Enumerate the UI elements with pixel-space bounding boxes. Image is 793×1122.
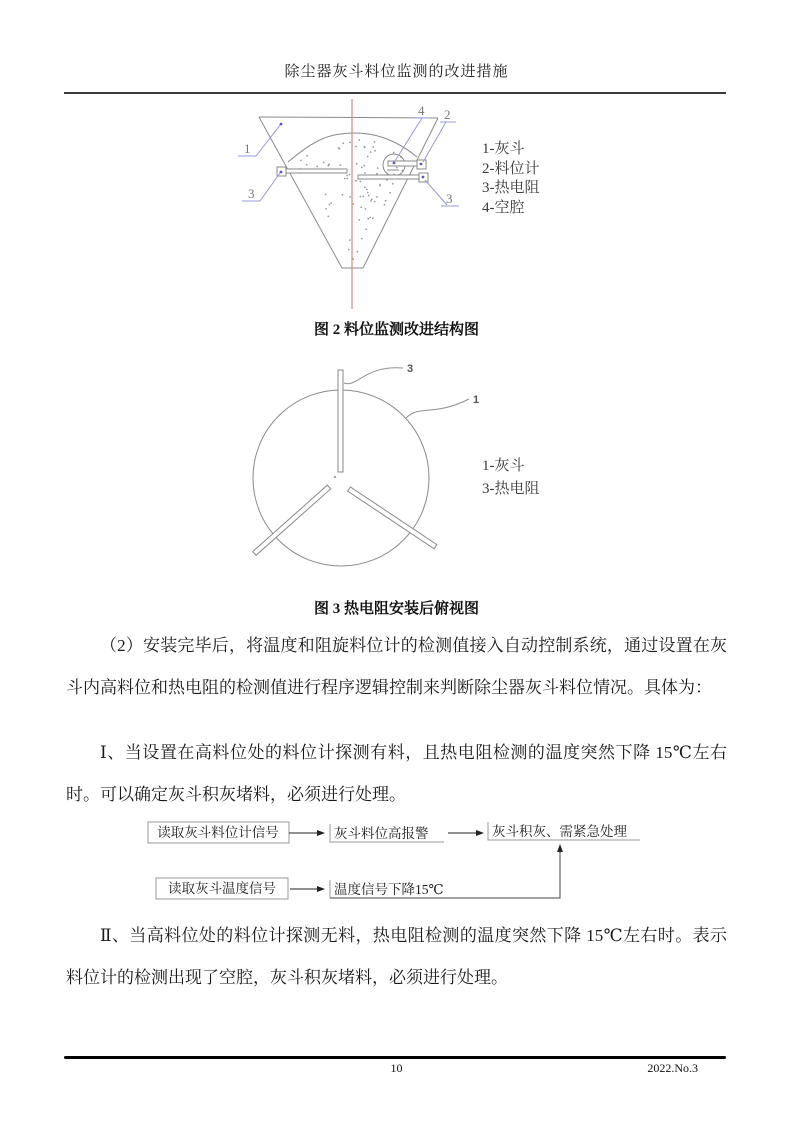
figure3-caption: 图 3 热电阻安装后俯视图: [313, 601, 479, 617]
figure2-hopper-diagram: [228, 95, 498, 320]
top-thermocouple-rod: [338, 370, 343, 472]
fig2-label-1: 1: [244, 141, 251, 156]
legend-item: 2-料位计: [482, 160, 540, 177]
figure3-topview-diagram: [235, 355, 490, 590]
legend-item: 1-灰斗: [482, 458, 525, 474]
fig3-label-1: 1: [473, 394, 480, 406]
flow-text-read-temp: 读取灰斗温度信号: [168, 881, 276, 896]
page-number: 10: [390, 1061, 403, 1075]
legend-item: 3-热电阻: [482, 481, 540, 497]
header-rule: [64, 92, 726, 94]
fig3-label-3: 3: [407, 363, 414, 375]
fig2-label-4: 4: [418, 103, 425, 118]
figure3-legend: [482, 455, 540, 501]
fig2-label-2: 2: [444, 107, 451, 122]
issue-number: 2022.No.3: [647, 1061, 698, 1075]
page-title: 除尘器灰斗料位监测的改进措施: [284, 64, 509, 80]
logic-flowchart: [140, 812, 660, 912]
fig2-label-3-left: 3: [248, 186, 255, 201]
paragraph-case2: Ⅱ、当高料位处的料位计探测无料，热电阻检测的温度突然下降 15℃左右时。表示料位计的检测出现了空腔，灰斗积灰堵料，必须进行处理。: [66, 926, 727, 987]
flow-text-emergency: 灰斗积灰、需紧急处理: [492, 824, 627, 839]
ash-dots: [299, 139, 407, 260]
flow-text-temp-drop: 温度信号下降15℃: [334, 882, 444, 897]
right-thermocouple-probe: [358, 173, 428, 182]
paragraph-case1: Ⅰ、当设置在高料位处的料位计探测有料，且热电阻检测的温度突然下降 15℃左右时。可以确定灰斗积灰堵料，必须进行处理。: [66, 743, 727, 804]
legend-item: 1-灰斗: [482, 141, 525, 157]
paragraph-install: （2）安装完毕后，将温度和阻旋料位计的检测值接入自动控制系统，通过设置在灰斗内高料位和热电阻的检测值进行程序逻辑控制来判断除尘器灰斗料位情况。具体为：: [66, 636, 727, 697]
legend-item: 4-空腔: [482, 199, 525, 216]
center-mark: [334, 476, 336, 478]
hopper-outline: [259, 117, 438, 268]
figure2-legend: [482, 140, 540, 218]
flow-text-level-alarm: 灰斗料位高报警: [334, 826, 429, 841]
footer-rule: [64, 1056, 726, 1059]
fig2-label-3-right: 3: [446, 191, 453, 206]
right-thermocouple-rod: [348, 487, 437, 549]
flow-text-read-level: 读取灰斗料位计信号: [157, 825, 279, 840]
figure2-caption: 图 2 料位监测改进结构图: [313, 322, 479, 338]
legend-item: 3-热电阻: [482, 180, 540, 196]
